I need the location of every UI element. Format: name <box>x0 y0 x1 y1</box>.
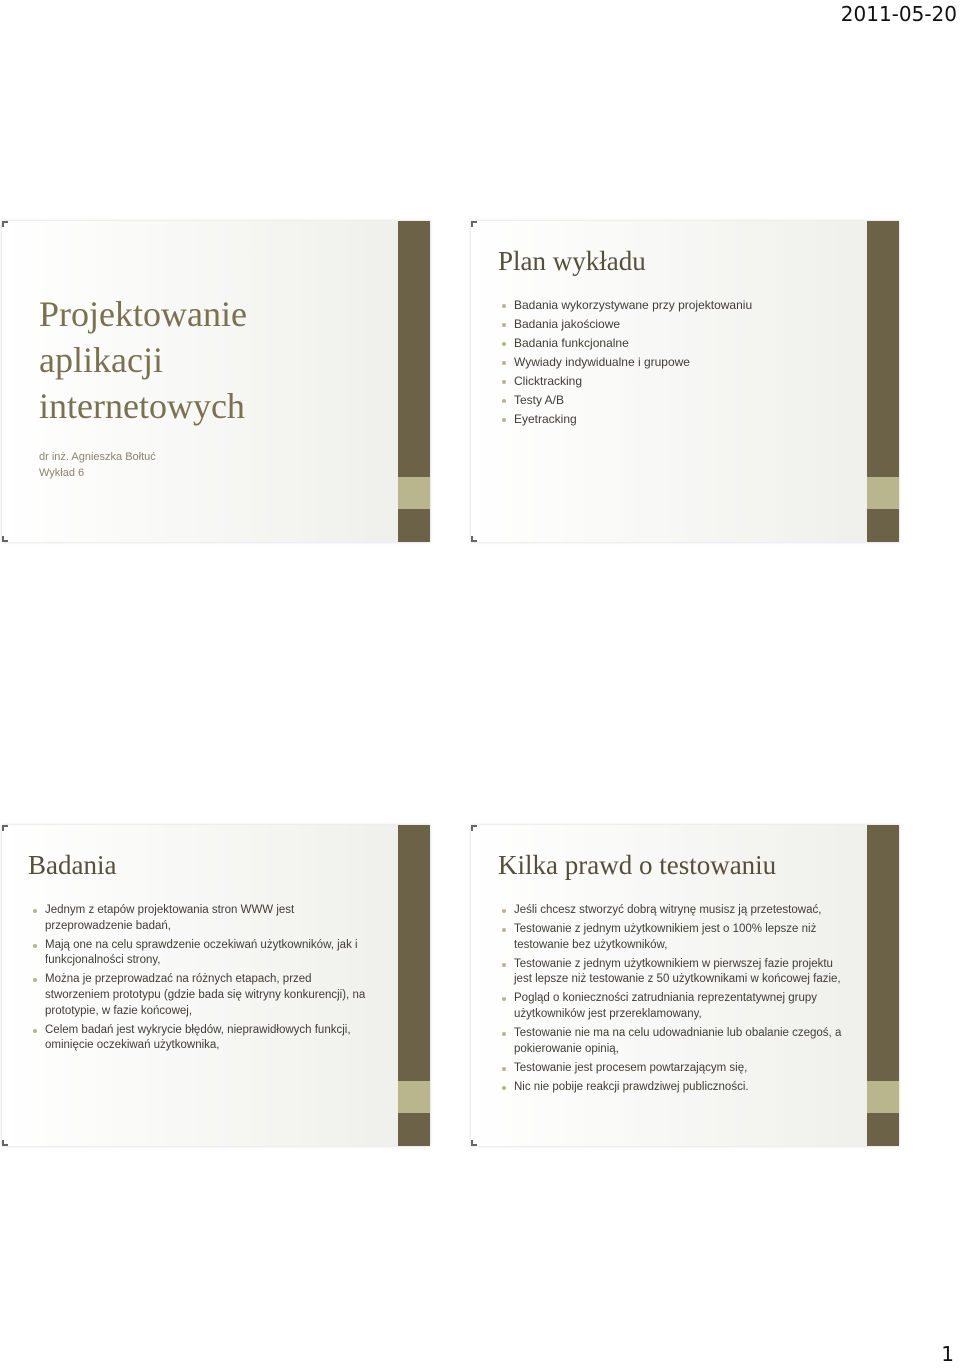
page-date: 2011-05-20 <box>840 2 957 26</box>
slide-plan <box>471 221 899 542</box>
list-item-text: Testy A/B <box>514 392 565 407</box>
slide-corner-bottom <box>2 1140 8 1146</box>
list-item-text: Pogląd o konieczności zatrudniania reprezentatywnej grupy użytkowników jest przereklamowany, <box>514 992 818 1021</box>
list-item-text: Nic nie pobije reakcji prawdziwej publiczności. <box>514 1080 749 1093</box>
list-item <box>501 393 861 409</box>
list-item-text: Celem badań jest wykrycie błędów, nieprawidłowych funkcji, ominięcie oczekiwań użytkownika, <box>45 1023 351 1052</box>
list-item <box>32 903 377 934</box>
slide-sidebar <box>867 825 899 1146</box>
list-item <box>32 1023 377 1054</box>
slide-testowanie <box>471 825 899 1146</box>
sidebar-accent <box>867 1081 899 1113</box>
bullet-list <box>501 903 846 1099</box>
lecture-number: Wykład 6 <box>39 467 85 479</box>
list-item <box>501 317 861 333</box>
slide-heading: Kilka prawd o testowaniu <box>498 850 777 880</box>
list-item-text: Badania wykorzystywane przy projektowaniu <box>514 298 753 312</box>
slide-corner-bottom <box>2 536 8 542</box>
presentation-title-line: Projektowanie <box>39 294 247 334</box>
list-item-text: Można je przeprowadzać na różnych etapach, przed stworzeniem prototypu (gdzie bada się witryny konkurencji), na prototypie, w fazie końcowej, <box>45 973 366 1017</box>
presentation-title-line: internetowych <box>39 386 245 426</box>
list-item <box>501 1080 846 1096</box>
list-item-text: Testowanie z jednym użytkownikiem jest o 100% lepsze niż testowanie bez użytkowników, <box>514 923 817 951</box>
sidebar-accent <box>867 477 899 509</box>
slide-sidebar <box>398 221 430 542</box>
list-item-text: Testowanie nie ma na celu udowadnianie lub obalanie czegoś, a pokierowanie opinią, <box>514 1027 842 1055</box>
presentation-title-line: aplikacji <box>39 340 163 380</box>
author-name: dr inż. Agnieszka Bołtuć <box>39 451 156 463</box>
slide-corner-top <box>2 221 8 227</box>
list-item-text: Testowanie jest procesem powtarzającym się, <box>514 1061 748 1074</box>
list-item-text: Mają one na celu sprawdzenie oczekiwań użytkowników, jak i funkcjonalności strony, <box>45 938 358 967</box>
list-item <box>501 991 846 1022</box>
list-item <box>501 374 861 390</box>
list-item <box>501 1026 846 1057</box>
slide-sidebar <box>398 825 430 1146</box>
slide-heading: Badania <box>28 850 117 880</box>
list-item-text: Jednym z etapów projektowania stron WWW jest przeprowadzenie badań, <box>45 904 295 932</box>
list-item-text: Eyetracking <box>514 411 577 426</box>
sidebar-accent <box>398 477 430 509</box>
slide-heading: Plan wykładu <box>498 246 646 276</box>
list-item-text: Badania jakościowe <box>514 316 621 331</box>
slide-corner-top <box>471 825 477 831</box>
slide-corner-top <box>471 221 477 227</box>
slide-title <box>2 221 430 542</box>
list-item-text: Testowanie z jednym użytkownikiem w pierwszej fazie projektu jest lepsze niż testowanie z 50 użytkownikami w końcowej fazie, <box>514 957 841 986</box>
bullet-list <box>501 298 861 431</box>
list-item <box>501 957 846 988</box>
slide-corner-bottom <box>471 1140 477 1146</box>
slide-corner-top <box>2 825 8 831</box>
list-item <box>501 1061 846 1077</box>
list-item-text: Clicktracking <box>514 373 583 388</box>
list-item <box>501 903 846 919</box>
list-item-text: Jeśli chcesz stworzyć dobrą witrynę musisz ją przetestować, <box>514 904 822 916</box>
list-item <box>32 938 377 969</box>
list-item <box>32 972 377 1019</box>
page-number: 1 <box>941 1342 954 1366</box>
list-item <box>501 412 861 428</box>
list-item <box>501 298 861 314</box>
slide-sidebar <box>867 221 899 542</box>
list-item-text: Badania funkcjonalne <box>514 335 629 350</box>
presentation-subtitle <box>39 449 156 481</box>
sidebar-accent <box>398 1081 430 1113</box>
list-item <box>501 336 861 352</box>
list-item <box>501 355 861 371</box>
slide-badania <box>2 825 430 1146</box>
list-item <box>501 922 846 953</box>
bullet-list <box>32 903 377 1057</box>
slide-corner-bottom <box>471 536 477 542</box>
list-item-text: Wywiady indywidualne i grupowe <box>514 354 690 369</box>
presentation-title <box>39 291 247 429</box>
